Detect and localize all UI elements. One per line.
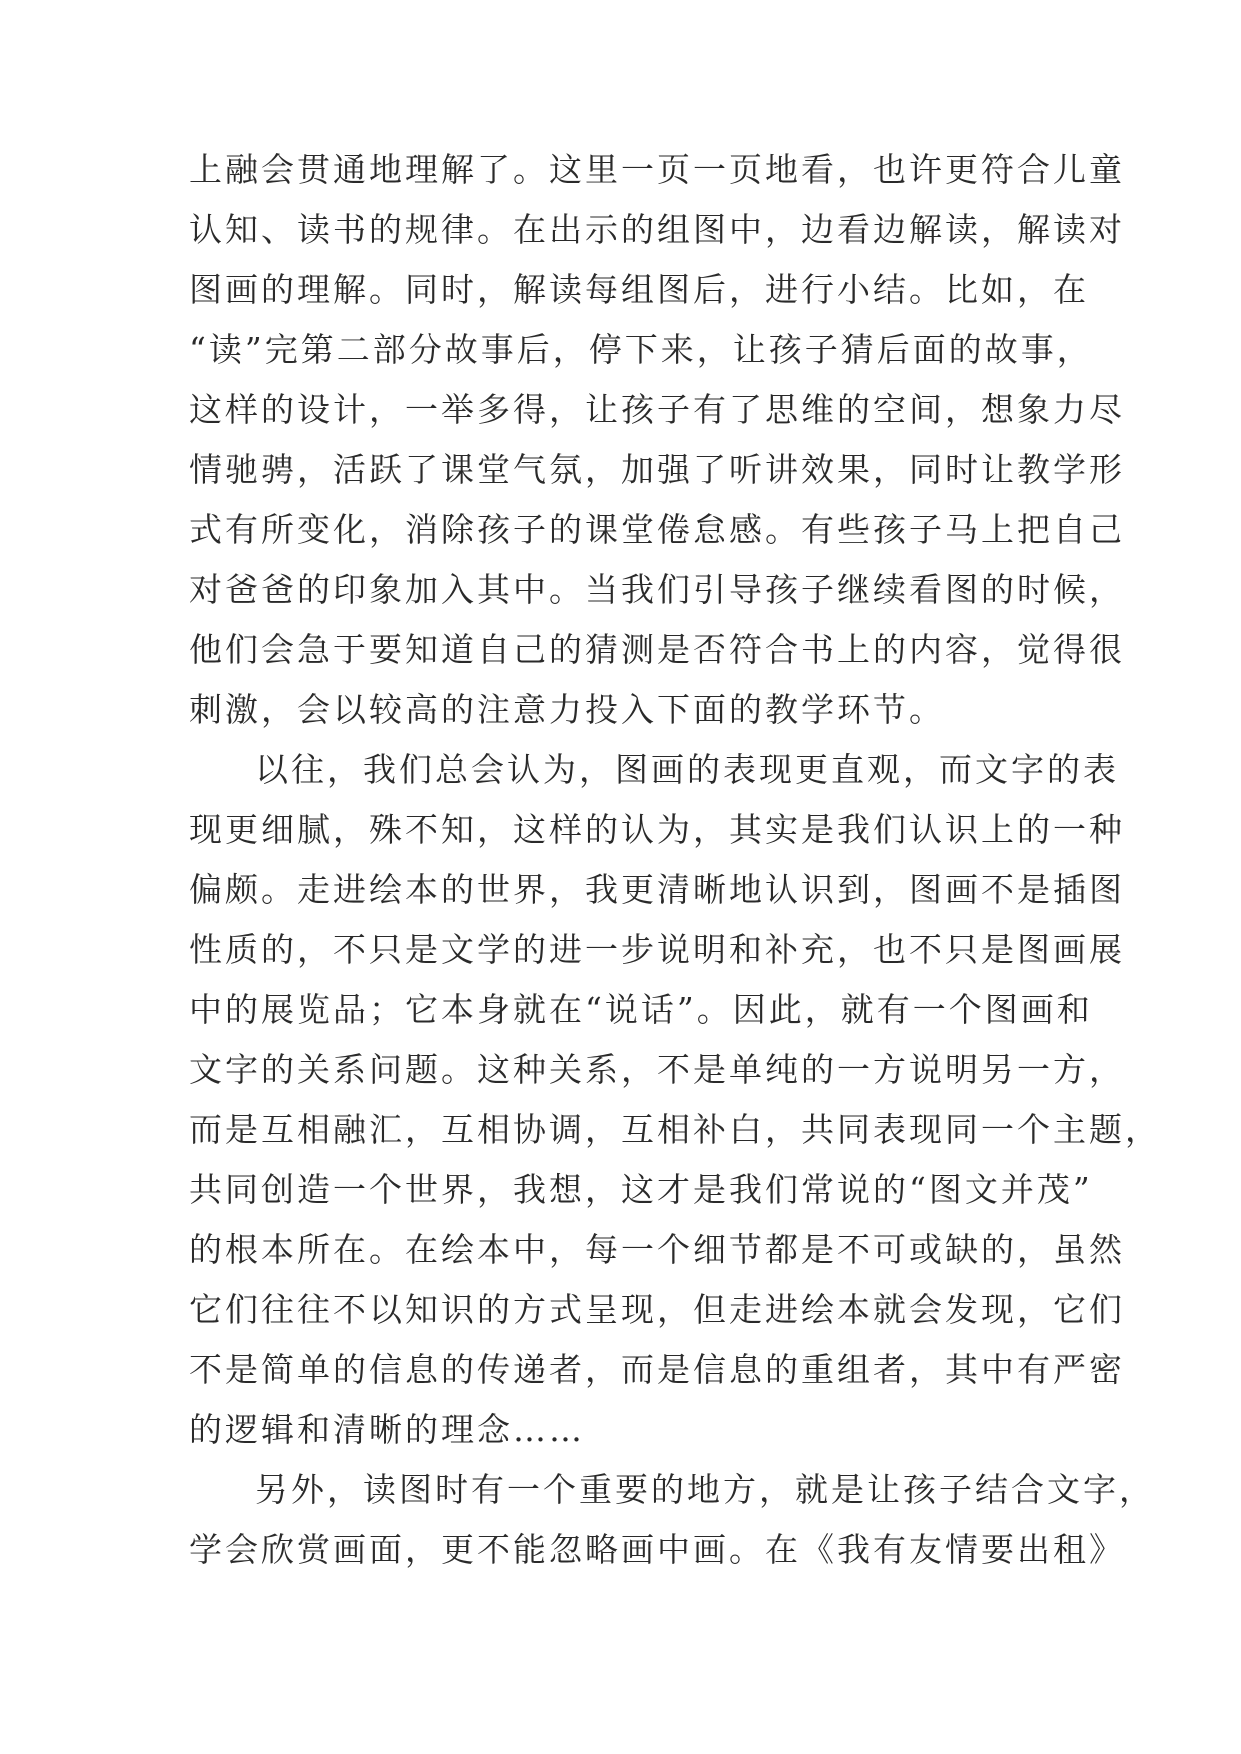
text-line: 刺激，会以较高的注意力投入下面的教学环节。	[189, 690, 945, 729]
text-line: 他们会急于要知道自己的猜测是否符合书上的内容，觉得很	[189, 630, 1125, 669]
text-line: 对爸爸的印象加入其中。当我们引导孩子继续看图的时候，	[189, 570, 1125, 609]
text-line: 认知、读书的规律。在出示的组图中，边看边解读，解读对	[189, 210, 1125, 249]
text-line: 的逻辑和清晰的理念……	[189, 1410, 585, 1449]
text-line: 共同创造一个世界，我想，这才是我们常说的“图文并茂”	[189, 1170, 1093, 1209]
text-line: 图画的理解。同时，解读每组图后，进行小结。比如，在	[189, 270, 1089, 309]
text-line: 偏颇。走进绘本的世界，我更清晰地认识到，图画不是插图	[189, 870, 1125, 909]
paragraph-first-line: 另外，读图时有一个重要的地方，就是让孩子结合文字，	[255, 1470, 1155, 1509]
text-line: 中的展览品；它本身就在“说话”。因此，就有一个图画和	[189, 990, 1093, 1029]
paragraph-first-line: 以往，我们总会认为，图画的表现更直观，而文字的表	[255, 750, 1119, 789]
text-line: 文字的关系问题。这种关系，不是单纯的一方说明另一方，	[189, 1050, 1125, 1089]
text-line: 现更细腻，殊不知，这样的认为，其实是我们认识上的一种	[189, 810, 1125, 849]
text-line: 情驰骋，活跃了课堂气氛，加强了听讲效果，同时让教学形	[189, 450, 1125, 489]
text-line: 学会欣赏画面，更不能忽略画中画。在《我有友情要出租》	[189, 1530, 1125, 1569]
text-line: 式有所变化，消除孩子的课堂倦怠感。有些孩子马上把自己	[189, 510, 1125, 549]
text-line: 这样的设计，一举多得，让孩子有了思维的空间，想象力尽	[189, 390, 1125, 429]
text-line: 而是互相融汇，互相协调，互相补白，共同表现同一个主题，	[189, 1110, 1161, 1149]
text-line: 性质的，不只是文学的进一步说明和补充，也不只是图画展	[189, 930, 1125, 969]
text-line: 上融会贯通地理解了。这里一页一页地看，也许更符合儿童	[189, 150, 1125, 189]
text-line: 的根本所在。在绘本中，每一个细节都是不可或缺的，虽然	[189, 1230, 1125, 1269]
text-line: “读”完第二部分故事后，停下来，让孩子猜后面的故事，	[189, 330, 1093, 369]
text-line: 它们往往不以知识的方式呈现，但走进绘本就会发现，它们	[189, 1290, 1125, 1329]
text-line: 不是简单的信息的传递者，而是信息的重组者，其中有严密	[189, 1350, 1125, 1389]
